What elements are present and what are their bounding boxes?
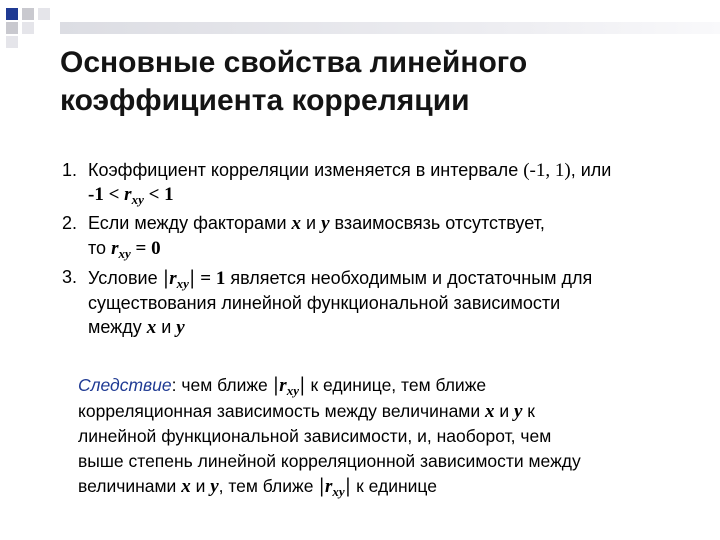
list-item: 1. Коэффициент корреляции изменяется в интервале (-1, 1), или $-1 < r_{xy} < 1$ bbox=[62, 160, 612, 207]
list-item: 3. Условие $|r_{xy}| = 1$ является необходимым и достаточным для существования линейной функциональной зависимости между x и y bbox=[62, 265, 593, 338]
corner-square-blue bbox=[6, 8, 18, 20]
corner-square-light bbox=[6, 36, 18, 48]
corner-square-light bbox=[38, 8, 50, 20]
corollary-heading: Следствие bbox=[78, 375, 172, 395]
title-line-1: Основные свойства линейного bbox=[60, 46, 528, 79]
properties-list bbox=[62, 158, 682, 344]
title-line-2: коэффициента корреляции bbox=[60, 84, 470, 117]
list-item: 2. Если между факторами x и y взаимосвязь отсутствует, то $r_{xy} = 0$ bbox=[62, 213, 545, 261]
corollary-note: Следствие: чем ближе $|r_{xy}|$ к единице, тем ближе корреляционная зависимость между величинами x и y к линейной функциональной зависимости, и, наоборот, чем выше степень линейной корреляционной зависимости между величинами x и y, тем ближе $|r_{xy}|$ к единице bbox=[78, 372, 581, 499]
corner-square-gray bbox=[22, 8, 34, 20]
header-bar bbox=[60, 22, 720, 34]
corner-square-light bbox=[22, 22, 34, 34]
corner-square-gray bbox=[6, 22, 18, 34]
slide-title bbox=[60, 44, 680, 120]
